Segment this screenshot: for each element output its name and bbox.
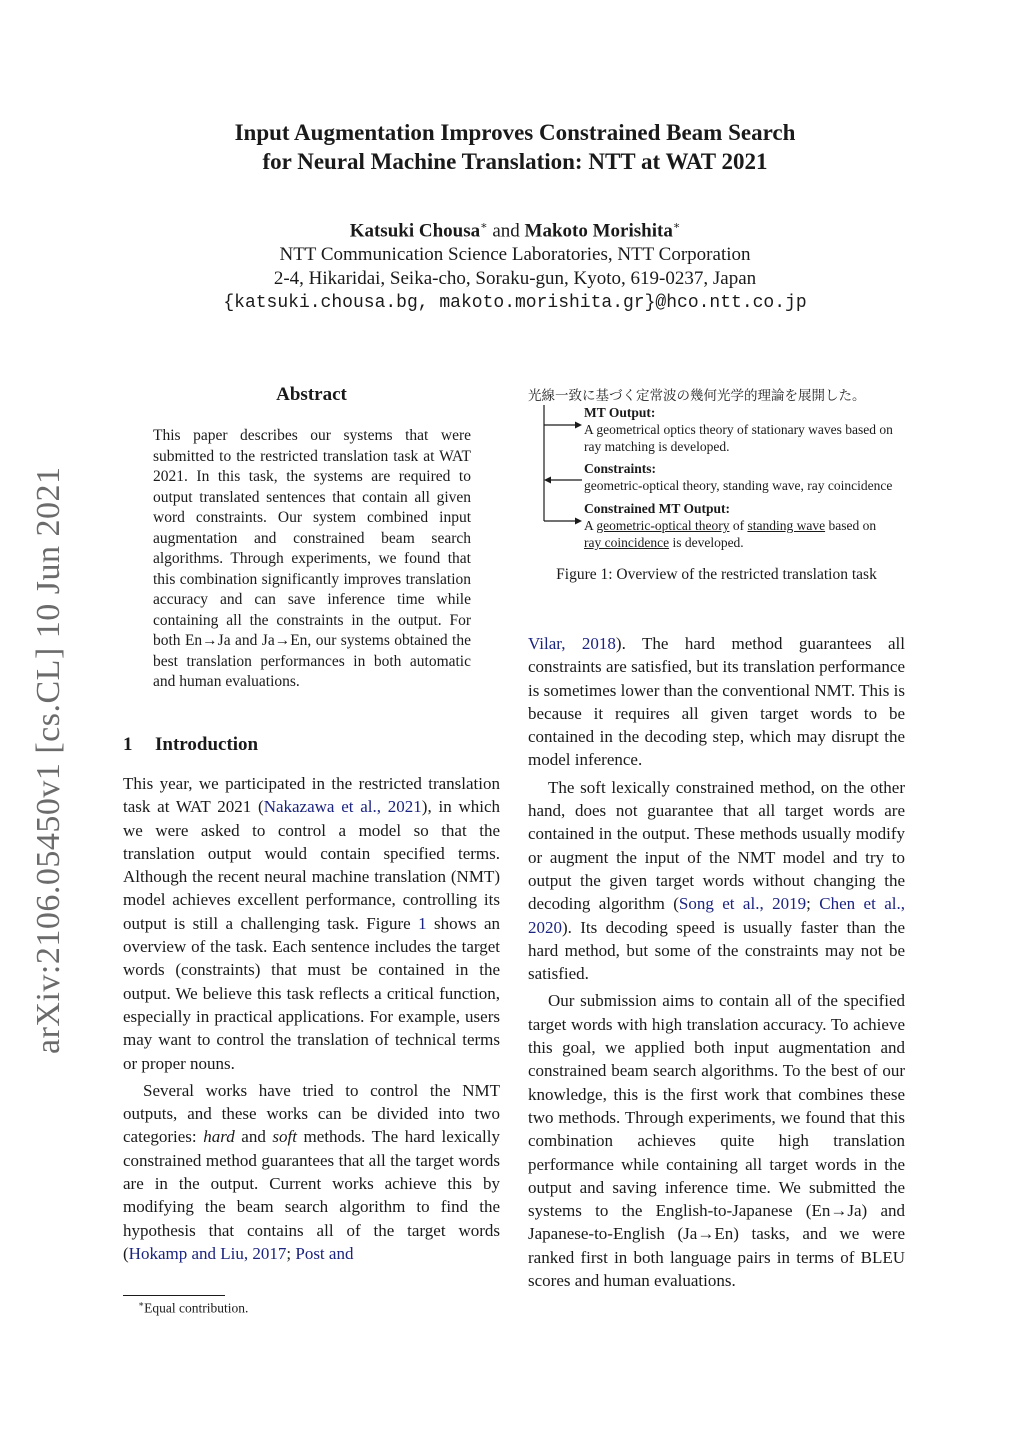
abstract-heading: Abstract (276, 384, 347, 405)
arrowhead-left-icon (544, 477, 551, 484)
text-run: This year, we participated in the restricted translation task at WAT 2021 ( (123, 774, 500, 817)
citation-link[interactable]: Hokamp and Liu, 2017 (128, 1243, 287, 1263)
section-heading-introduction (123, 734, 258, 756)
right-paragraph-3: Our submission aims to contain all of the specified target words with high translation accuracy. To achieve this goal, we applied both input augmentation and constrained beam search algorithms. To the best of our knowledge, this is the first work that combines these two methods. Through experiments, we found that this combination achieves quite high translation performance while containing all target words in the output and saving inference time. We submitted the systems to the English-to-Japanese (En→Ja) and Japanese-to-English (Ja→En) tasks, and we were ranked first in both language pairs in terms of BLEU scores and human evaluations. (528, 991, 905, 1291)
figure-text (584, 534, 876, 551)
figure-arrows (538, 403, 588, 525)
arrowhead-right-icon (575, 518, 582, 525)
text-run: and (234, 1127, 273, 1147)
section-number: 1 (123, 734, 133, 755)
figure-label: Constraints: (584, 461, 657, 476)
text-run: A (584, 518, 597, 533)
citation-link[interactable]: Post and (295, 1243, 354, 1263)
text-run: The soft lexically constrained method, on the other hand, does not guarantee that all target words are contained in the output. These methods usually modify or augment the input of the NMT model and try to output the given target words without changing the decoding algorithm ( (528, 777, 905, 914)
text-run: of (729, 518, 748, 533)
title-line-1: Input Augmentation Improves Constrained Beam Search (234, 120, 796, 145)
footnote-mark: ∗ (138, 1299, 145, 1309)
author-1-mark: ∗ (480, 220, 488, 232)
figure-label: Constrained MT Output: (584, 501, 731, 516)
left-column-body (123, 772, 500, 1265)
figure-caption: Figure 1: Overview of the restricted translation task (556, 566, 877, 583)
paper-title (150, 118, 880, 176)
text-run: ; (806, 894, 820, 914)
emphasis-soft: soft (272, 1127, 297, 1147)
figure-label: MT Output: (584, 405, 656, 420)
underlined-constraint: ray coincidence (584, 535, 670, 550)
text-run: ; (286, 1243, 296, 1263)
text-run: ), in which we were asked to control a model so that the translation output would contain specified terms. Although the recent neural machine translation (NMT) model achieves excellent performance, controlling its output is still a challenging task. Figure (123, 797, 500, 933)
figure-mt-output (584, 404, 893, 455)
text-run: is developed. (669, 535, 744, 550)
text-run: ). Its decoding speed is usually faster than the hard method, but some of the constraints may not be satisfied. (528, 917, 905, 984)
figure-text: geometric-optical theory, standing wave, ray coincidence (584, 478, 893, 493)
arxiv-identifier: arXiv:2106.05450v1 [cs.CL] 10 Jun 2021 (30, 466, 67, 1054)
citation-link[interactable]: Nakazawa et al., 2021 (263, 797, 422, 817)
author-2: Makoto Morishita (524, 220, 673, 242)
text-run: ). The hard method guarantees all constraints are satisfied, but its translation performance is sometimes lower than the conventional NMT. This is because it requires all given target words to be contained in the decoding step, which may disrupt the model inference. (528, 634, 906, 770)
text-run: shows an overview of the task. Each sentence includes the target words (constraints) that must be contained in the output. We believe this task reflects a critical function, especially in practical applications. For example, users may want to control the translation of technical terms or proper nouns. (123, 913, 500, 1073)
figure-text: A geometrical optics theory of stationary waves based on (584, 422, 893, 437)
abstract-text: This paper describes our systems that were submitted to the restricted translation task at WAT 2021. In this task, the systems are required to output translated sentences that contain all given word constraints. Our system combined input augmentation and constrained beam search algorithms. Through experiments, we found that this combination significantly improves translation accuracy and can save inference time while containing all the constraints in the output. For both En→Ja and Ja→En, our systems obtained the best translation performances in both automatic and human evaluations. (153, 427, 471, 690)
intro-paragraph-1 (123, 772, 500, 1075)
author-names (150, 214, 880, 243)
underlined-constraint: geometric-optical theory (596, 518, 730, 533)
intro-paragraph-2 (123, 1079, 500, 1265)
figure-constraints (584, 460, 892, 494)
address: 2-4, Hikaridai, Seika-cho, Soraku-gun, Kyoto, 619-0237, Japan (273, 268, 757, 290)
figure-source-sentence: 光線一致に基づく定常波の幾何光学的理論を展開した。 (528, 388, 866, 404)
email: {katsuki.chousa.bg, makoto.morishita.gr}@hco.ntt.co.jp (223, 293, 807, 314)
figure-text: ray matching is developed. (584, 439, 730, 454)
footnote-rule (123, 1295, 225, 1296)
citation-link[interactable]: Chen et al., 2020 (528, 894, 905, 937)
author-and: and (492, 220, 520, 242)
title-line-2: for Neural Machine Translation: NTT at WAT 2021 (262, 149, 768, 174)
citation-link[interactable]: Vilar, 2018 (528, 634, 616, 653)
right-paragraph-1 (528, 632, 905, 772)
text-run: methods. The hard lexically constrained method guarantees that all the target words are in the output. Current works achieve this by modifying the beam search algorithm to find the hypothesis that contains all of the target words ( (123, 1127, 501, 1263)
section-title: Introduction (155, 734, 259, 755)
emphasis-hard: hard (203, 1127, 235, 1147)
figure-text (584, 517, 876, 534)
citation-link[interactable]: Song et al., 2019 (678, 894, 807, 914)
right-column-body (528, 632, 905, 1292)
footnote (138, 1299, 248, 1317)
underlined-constraint: standing wave (747, 518, 826, 533)
right-paragraph-2 (528, 776, 905, 986)
affiliation: NTT Communication Science Laboratories, NTT Corporation (279, 244, 751, 266)
text-run: based on (825, 518, 877, 533)
author-1: Katsuki Chousa (349, 220, 481, 242)
figure-ref-link[interactable]: 1 (418, 913, 427, 933)
figure-constrained-output (584, 500, 876, 551)
author-block (150, 214, 880, 315)
arrowhead-right-icon (575, 422, 582, 429)
footnote-text: Equal contribution. (144, 1300, 249, 1316)
author-2-mark: ∗ (672, 220, 681, 232)
text-run: Several works have tried to control the NMT outputs, and these works can be divided into two categories: (123, 1080, 500, 1147)
